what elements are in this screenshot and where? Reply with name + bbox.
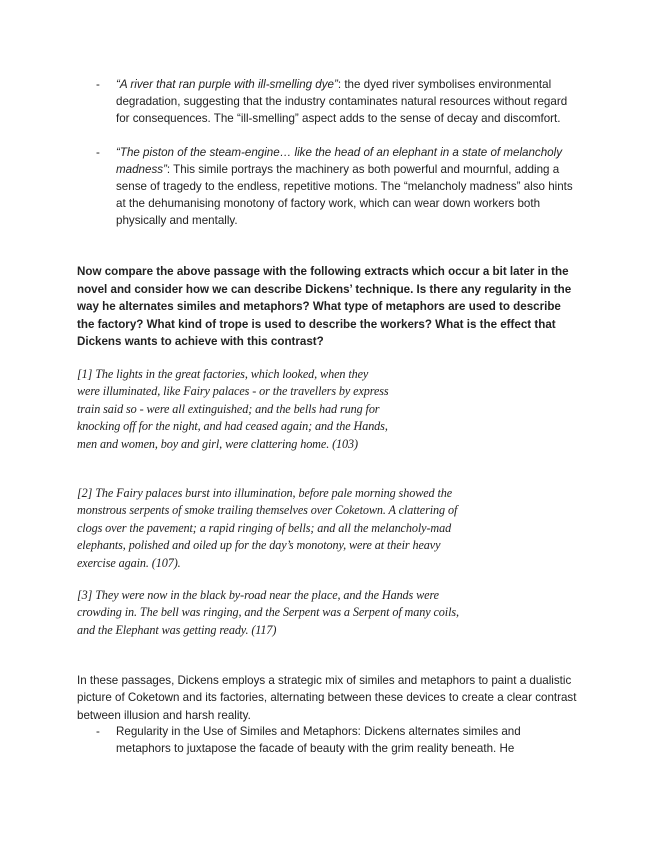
extract-line: train said so - were all extinguished; and the bells had rung for bbox=[77, 401, 380, 416]
bullet-dash: - bbox=[96, 146, 100, 159]
comparison-prompt: Now compare the above passage with the following extracts which occur a bit later in the novel and consider how we can describe Dickens’ technique. Is there any regularity in the way he alternates similes and metaphors? What type of metaphors are used to describe the factory? What kind of trope is used to describe the workers? What is the effect that Dickens wants to achieve with this contrast? bbox=[77, 265, 572, 349]
bullet-piston bbox=[96, 144, 576, 229]
extract-line: and the Elephant was getting ready. (117) bbox=[77, 622, 277, 637]
extract-line: [3] They were now in the black by-road near the place, and the Hands were bbox=[77, 588, 439, 602]
extract-line: were illuminated, like Fairy palaces - or the travellers by express bbox=[77, 384, 389, 399]
conclusion-paragraph: In these passages, Dickens employs a strategic mix of similes and metaphors to paint a dualistic picture of Coketown and its factories, alternating between these devices to create a clear contrast between illusion and harsh reality. bbox=[77, 674, 577, 722]
extract-3 bbox=[77, 587, 459, 639]
bullet-river bbox=[96, 76, 576, 127]
extract-line: crowding in. The bell was ringing, and the Serpent was a Serpent of many coils, bbox=[77, 605, 459, 620]
bullet-dash: - bbox=[96, 78, 100, 91]
bullet-text: Regularity in the Use of Similes and Metaphors: Dickens alternates similes and metaphors to juxtapose the facade of beauty with the grim reality beneath. He bbox=[116, 725, 521, 756]
bullet-quote: “A river that ran purple with ill-smelling dye” bbox=[116, 78, 338, 91]
extract-line: elephants, polished and oiled up for the day’s monotony, were at their heavy bbox=[77, 538, 441, 553]
extract-line: [2] The Fairy palaces burst into illumination, before pale morning showed the bbox=[77, 486, 453, 500]
extract-line: exercise again. (107). bbox=[77, 555, 181, 570]
extract-line: men and women, boy and girl, were clattering home. (103) bbox=[77, 436, 358, 451]
extract-line: monstrous serpents of smoke trailing themselves over Coketown. A clattering of bbox=[77, 503, 458, 518]
bullet-quote: “The piston of the steam-engine… like the head of an elephant in a state of melancholy madness” bbox=[116, 146, 562, 176]
bullet-body bbox=[116, 144, 576, 229]
bullet-dash: - bbox=[96, 725, 100, 738]
bullet-text: : the dyed river symbolises environmental degradation, suggesting that the industry contaminates natural resources without regard for consequences. The “ill-smelling” aspect adds to the sense of decay and discomfort. bbox=[116, 78, 568, 125]
bullet-text: : This simile portrays the machinery as both powerful and mournful, adding a sense of tragedy to the endless, repetitive motions. The “melancholy madness” also hints at the dehumanising monotony of factory work, which can wear down workers both physically and mentally. bbox=[116, 163, 573, 227]
extract-line: clogs over the pavement; a rapid ringing of bells; and all the melancholy-mad bbox=[77, 520, 452, 535]
extract-1 bbox=[77, 366, 389, 453]
extract-2 bbox=[77, 485, 457, 572]
extract-line: knocking off for the night, and had ceased again; and the Hands, bbox=[77, 419, 388, 434]
bullet-regularity bbox=[96, 723, 576, 758]
extract-line: [1] The lights in the great factories, which looked, when they bbox=[77, 367, 369, 381]
bullet-body bbox=[116, 76, 576, 127]
